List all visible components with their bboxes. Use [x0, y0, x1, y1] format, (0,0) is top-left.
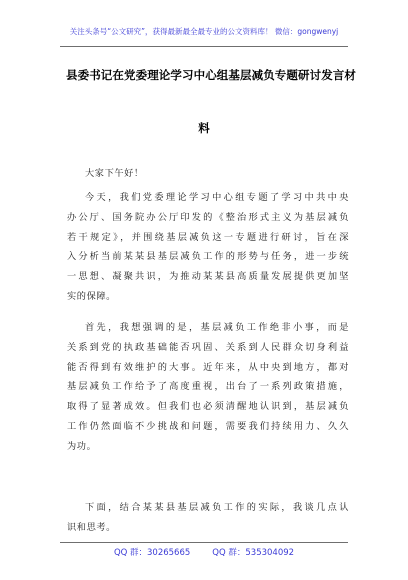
- paragraph-line: 办公厅、国务院办公厅印发的《整治形式主义为基层减负: [67, 211, 349, 223]
- header-divider: [60, 46, 348, 47]
- paragraph-line: 一思想、凝聚共识，为推动某某县高质量发展提供更加坚: [67, 271, 349, 283]
- paragraph-3: [67, 498, 349, 538]
- paragraph-line: 下面，结合某某县基层减负工作的实际，我谈几点认: [85, 502, 349, 513]
- greeting: [67, 164, 349, 184]
- paragraph-line: 今天，我们党委理论学习中心组专题了学习中共中央: [85, 192, 349, 203]
- greeting-text: 大家下午好！: [85, 168, 144, 179]
- paragraph-line: 首先，我想强调的是，基层减负工作绝非小事，而是: [85, 322, 349, 333]
- paragraph-line: 关系到党的执政基础能否巩固、关系到人民群众切身利益: [67, 341, 349, 353]
- paragraph-line: 若干规定》，并围绕基层减负这一专题进行研讨，旨在深: [67, 231, 349, 243]
- paragraph-line: 识和思考。: [67, 521, 116, 533]
- paragraph-line: 能否得到有效维护的大事。近年来，从中央到地方，都对: [67, 361, 349, 373]
- header-note: 关注头条号“公文研究”，获得最新最全最专业的公文资料库！ 微信：gongwenyj: [69, 27, 339, 36]
- paragraph-line: 入分析当前某某县基层减负工作的形势与任务，进一步统: [67, 251, 349, 263]
- paragraph-line: 实的保障。: [67, 290, 116, 302]
- paragraph-line: 为功。: [67, 440, 97, 452]
- document-title-line-1: 县委书记在党委理论学习中心组基层减负专题研讨发言材: [66, 68, 356, 82]
- footer-divider: [60, 542, 348, 543]
- paragraph-1: [67, 188, 349, 307]
- footer-qq-group-2: QQ 群：535304092: [212, 548, 295, 558]
- paragraph-line: 取得了显著成效。但我们也必须清醒地认识到，基层减负: [67, 401, 349, 413]
- paragraph-line: 基层减负工作给予了高度重视，出台了一系列政策措施，: [67, 381, 349, 393]
- paragraph-2: [67, 318, 349, 457]
- paragraph-line: 工作仍然面临不少挑战和问题，需要我们持续用力、久久: [67, 420, 349, 432]
- document-title-line-2: 料: [198, 121, 210, 135]
- footer: [0, 547, 408, 559]
- footer-qq-group-1: QQ 群：30265665: [113, 548, 191, 558]
